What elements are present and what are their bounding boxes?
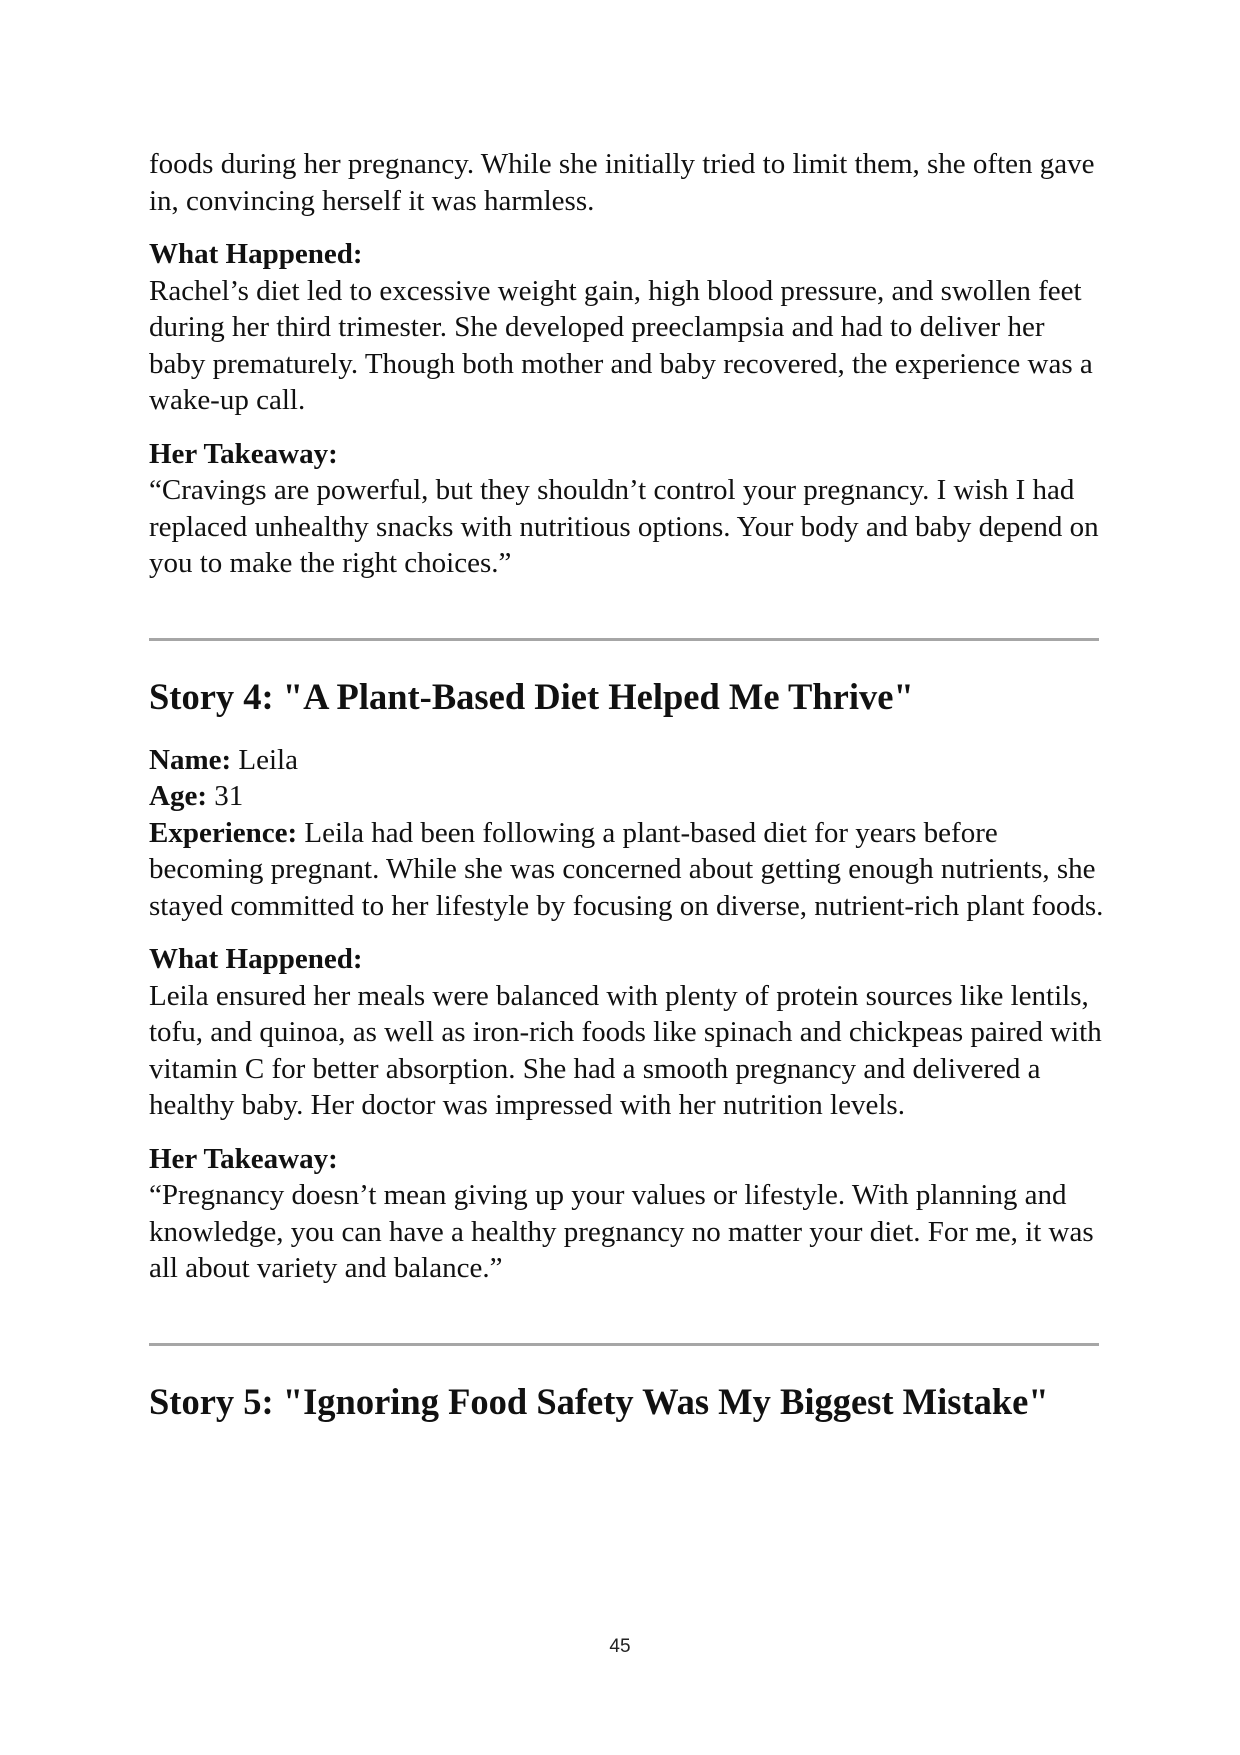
section-divider (149, 638, 1099, 641)
story3-what-happened (149, 236, 1104, 419)
name-label: Name: (149, 743, 232, 776)
story3-takeaway (149, 436, 1104, 582)
section-divider (149, 1343, 1099, 1346)
story4-experience-line (149, 815, 1104, 925)
takeaway-label: Her Takeaway: (149, 1142, 338, 1175)
story4-title: Story 4: "A Plant-Based Diet Helped Me Thrive" (149, 675, 914, 717)
what-happened-label: What Happened: (149, 238, 363, 270)
what-happened-text: Rachel’s diet led to excessive weight gain, high blood pressure, and swollen feet during her third trimester. She developed preeclampsia and had to deliver her baby prematurely. Though both mother and baby recovered, the experience was a wake-up call. (149, 274, 1093, 416)
takeaway-label: Her Takeaway: (149, 437, 338, 470)
age-value: 31 (206, 780, 244, 812)
story4-takeaway (149, 1141, 1104, 1287)
age-label: Age: (149, 780, 207, 812)
story4-name-line (149, 742, 1104, 779)
takeaway-text: “Cravings are powerful, but they shouldn’t control your pregnancy. I wish I had replaced unhealthy snacks with nutritious options. Your body and baby depend on you to make the right choices.” (149, 474, 1099, 579)
story4-meta (149, 742, 1104, 925)
experience-value: Leila had been following a plant-based diet for years before becoming pregnant. While she was concerned about getting enough nutrients, she stayed committed to her lifestyle by focusing on diverse, nutrient-rich plant foods. (149, 816, 1104, 922)
story5-title: Story 5: "Ignoring Food Safety Was My Biggest Mistake" (149, 1380, 1049, 1422)
story4-what-happened (149, 941, 1104, 1124)
page-number: 45 (609, 1636, 631, 1657)
what-happened-text: Leila ensured her meals were balanced with plenty of protein sources like lentils, tofu, and quinoa, as well as iron-rich foods like spinach and chickpeas paired with vitamin C for better absorption. She had a smooth pregnancy and delivered a healthy baby. Her doctor was impressed with her nutrition levels. (149, 979, 1102, 1121)
story4-age-line (149, 778, 1104, 815)
name-value: Leila (231, 743, 298, 776)
intro-paragraph: foods during her pregnancy. While she initially tried to limit them, she often gave in, convincing herself it was harmless. (149, 148, 1095, 217)
page-content (149, 146, 1104, 1424)
what-happened-label: What Happened: (149, 943, 363, 975)
takeaway-text: “Pregnancy doesn’t mean giving up your values or lifestyle. With planning and knowledge, you can have a healthy pregnancy no matter your diet. For me, it was all about variety and balance.” (149, 1179, 1094, 1284)
experience-label: Experience: (149, 816, 298, 849)
